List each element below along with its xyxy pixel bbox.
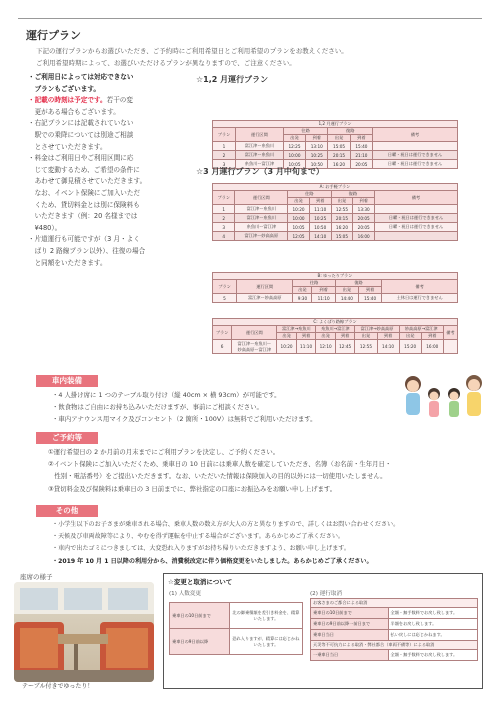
table-cell: 12:10 xyxy=(316,340,336,354)
table-cell: 15:40 xyxy=(358,294,381,303)
col-header: 糸魚川→富江津 xyxy=(316,326,355,333)
col-header: 復路 xyxy=(328,128,373,135)
table-row xyxy=(213,294,458,303)
section-reserve-text xyxy=(48,446,488,495)
reserve-line-2: ②イベント保険にご加入いただくため、乗車日の 10 日前には乗車人数を確定していただき、名簿（お名前・生年月日・ xyxy=(48,460,392,469)
note-line: ばり 2 路線プラン以外）、往復の場合 xyxy=(28,246,146,255)
plan-12-heading: ☆1,2 月運行プラン xyxy=(196,75,269,84)
table-cell: 乗車日の10日前まで xyxy=(311,608,389,619)
col-header: 妙高高原→富江津 xyxy=(399,326,443,333)
reserve-line-1: ①運行希望日の 2 か月前の月末までにご利用プランを決定し、ご予約ください。 xyxy=(48,448,280,456)
col-subheader: 出発 xyxy=(335,287,358,294)
table-header-row xyxy=(213,128,458,135)
car-line-1: ・4 人掛け席に 1 つのテーブル取り付け（縦 40cm × 横 93cm）が可能です。 xyxy=(52,391,281,399)
table-cell xyxy=(373,142,458,151)
col-header: 復路 xyxy=(335,280,382,287)
plan-3c-table xyxy=(212,318,458,354)
note-line: ・料金はご利用日やご利用区間に応 xyxy=(28,154,134,163)
col-subheader: 出発 xyxy=(288,198,310,205)
table-cell: 一乗車日当日 xyxy=(311,650,389,661)
table-cell: 6 xyxy=(213,340,232,354)
note-line: 更がある場合もございます。 xyxy=(28,107,120,116)
table-cell: 10:05 xyxy=(288,223,310,232)
col-header: プラン xyxy=(213,326,232,340)
table-cell: 14:40 xyxy=(335,294,358,303)
change-cancel-title: ☆変更と取消について xyxy=(168,578,233,586)
table-header-row xyxy=(311,641,478,650)
table-cell: 恐れ入りますが、精算には応じかねいたします。 xyxy=(229,629,302,655)
table-caption: A: お手軽プラン xyxy=(213,184,458,191)
col-header: プラン xyxy=(213,191,235,205)
note-line: ¥480）。 xyxy=(28,223,62,232)
table-caption-row xyxy=(213,273,458,280)
table-cell: 富江津ー妙高高原 xyxy=(237,294,293,303)
col-header: 備考 xyxy=(382,280,458,294)
table-cell: 10:20 xyxy=(277,340,297,354)
table-cell: 15:05 xyxy=(331,232,353,241)
table-caption-row xyxy=(213,319,458,326)
col-subheader: 到着 xyxy=(421,333,443,340)
col-subheader: 出発 xyxy=(316,333,336,340)
table-cell: 12:25 xyxy=(283,142,305,151)
table-row xyxy=(311,608,478,619)
note-line: なお、イベント保険にご加入いただ xyxy=(28,188,141,197)
table-row xyxy=(213,223,458,232)
table-cell: 乗車日の9日前以降一前日まで xyxy=(311,619,389,630)
table-row xyxy=(170,603,303,629)
table-caption: B: ゆったりプラン xyxy=(213,273,458,280)
note-line: ・ご利用日によっては対応できない xyxy=(28,73,134,81)
table-cell: 10:25 xyxy=(309,214,331,223)
col-subheader: 到着 xyxy=(350,135,372,142)
table-row xyxy=(213,214,458,223)
table-cell: 1 xyxy=(213,142,236,151)
note-line: じて変動するため、ご希望の条件に xyxy=(28,165,140,174)
table-cell: 12:05 xyxy=(288,232,310,241)
col-header: 運行区間 xyxy=(236,128,284,142)
header xyxy=(18,18,482,70)
header-description xyxy=(36,45,476,69)
col-subheader: 出発 xyxy=(328,135,350,142)
note-line: プランもございます。 xyxy=(28,84,101,93)
table-cell: 20:15 xyxy=(331,214,353,223)
change-sub-1: (1) 人数変更 xyxy=(169,591,202,597)
table-cell: 全額・無手数料でお戻し致します。 xyxy=(388,608,477,619)
table-cell: 11:10 xyxy=(312,294,335,303)
table-row xyxy=(213,205,458,214)
note-line: と同額をいただきます。 xyxy=(28,258,107,267)
col-header: 復路 xyxy=(331,191,374,198)
col-subheader: 出発 xyxy=(283,135,305,142)
table-cell: 払い戻しには応じかねます。 xyxy=(388,630,477,641)
table-row xyxy=(213,151,458,160)
table-cell: 富江津ー糸魚川ー 妙高高原ー富江津 xyxy=(232,340,277,354)
other-line-4: ・2019 年 10 月 1 日以降の利用分から、消費税改定に伴う価格変更をいたしました。あらかじめご了承ください。 xyxy=(52,557,373,565)
note-line: いただきます（例：20 名様までは xyxy=(28,212,138,221)
table-cell: 日曜・祝日は運行できません xyxy=(375,223,458,232)
note-line: 駅での乗降については別途ご相談 xyxy=(28,130,134,139)
table-cell: 日曜・祝日は運行できません xyxy=(373,160,458,169)
table-cell: 1 xyxy=(213,205,235,214)
table-row xyxy=(311,650,478,661)
table-cell: 富江津ー糸魚川 xyxy=(236,142,284,151)
note-line xyxy=(28,95,188,107)
table-cell: 富江津ー糸魚川 xyxy=(235,205,288,214)
table-cell: 全額・無手数料でお戻し致します。 xyxy=(388,650,477,661)
table-cell: 富江津ー糸魚川 xyxy=(236,151,284,160)
col-header: プラン xyxy=(213,128,236,142)
table-cell: 16:20 xyxy=(331,223,353,232)
col-header: 運行区間 xyxy=(235,191,288,205)
table-cell: 日曜・祝日は運行できません xyxy=(375,214,458,223)
other-line-3: ・車内で出たゴミにつきましては、大変恐れ入りますがお持ち帰りいただきますよう、お願い申し上げます。 xyxy=(52,545,350,553)
note-text: 若干の変 xyxy=(106,96,133,105)
table-cell: 9:30 xyxy=(293,294,312,303)
col-subheader: 到着 xyxy=(377,333,399,340)
table-cell: 富江津ー糸魚川 xyxy=(235,214,288,223)
col-subheader: 到着 xyxy=(353,198,375,205)
table-cell: 4 xyxy=(213,232,235,241)
table-cell: 20:05 xyxy=(353,214,375,223)
seat-photo-image xyxy=(14,582,154,682)
table-cell: 15:40 xyxy=(350,142,372,151)
table-cell: 20:15 xyxy=(328,151,350,160)
col-subheader: 到着 xyxy=(312,287,335,294)
header-desc-line-2: ご利用希望時期によって、お選びいただけるプランが異なりますので、ご注意ください。 xyxy=(36,59,296,67)
table-cell: 15:20 xyxy=(399,340,421,354)
table-cell: 2 xyxy=(213,214,235,223)
table-caption: 1,2 月運行プラン xyxy=(213,121,458,128)
table-cell: 10:00 xyxy=(283,151,305,160)
table-cell: 10:50 xyxy=(309,223,331,232)
section-other-label: その他 xyxy=(36,505,98,517)
table-cell: 3 xyxy=(213,160,236,169)
table-cell: 糸魚川ー富江津 xyxy=(235,223,288,232)
col-subheader: 到着 xyxy=(306,135,328,142)
table-cell: 11:10 xyxy=(296,340,316,354)
table-row xyxy=(170,629,303,655)
table-cell: 10:20 xyxy=(288,205,310,214)
section-reserve-label: ご予約等 xyxy=(36,432,98,444)
table-header-row xyxy=(213,326,458,333)
table-row xyxy=(213,142,458,151)
col-header: 往路 xyxy=(283,128,328,135)
col-subheader: 出発 xyxy=(355,333,377,340)
photo-title: 座席の様子 xyxy=(20,573,53,581)
car-line-3: ・車内アナウンス用マイク及びコンセント（2 箇所・100V）は無料でご利用いただけます。 xyxy=(52,415,317,424)
table-cell: 土休日は運行できません xyxy=(382,294,458,303)
table-cell: 10:00 xyxy=(288,214,310,223)
plan-3-heading: ☆3 月運行プラン（3 月中旬まで） xyxy=(196,167,324,176)
change-cancel-box xyxy=(163,573,483,689)
col-header: 運行区間 xyxy=(232,326,277,340)
plan-12-table xyxy=(212,120,458,169)
table-cell: 13:30 xyxy=(353,205,375,214)
plan-3b-table xyxy=(212,272,458,303)
table-cell: 半額をお戻し致します。 xyxy=(388,619,477,630)
reserve-line-4: ③貸切料金及び保険料は乗車日の 3 日前までに、弊社指定の口座にお振込みをお願い申し上げます。 xyxy=(48,484,337,493)
col-header: 備考 xyxy=(375,191,458,205)
col-subheader: 到着 xyxy=(309,198,331,205)
table-cell: 12:55 xyxy=(355,340,377,354)
table-cell: 14:10 xyxy=(377,340,399,354)
family-illustration xyxy=(398,370,488,430)
table-cell: 20:05 xyxy=(353,223,375,232)
table-header-row xyxy=(311,599,478,608)
col-subheader: 到着 xyxy=(358,287,381,294)
car-line-2: ・飲食物はご自由にお持ち込みいただけますが、事前にご相談ください。 xyxy=(52,403,263,412)
table-cell: 5 xyxy=(213,294,237,303)
photo-caption: テーブル付きでゆったり！ xyxy=(22,683,94,690)
col-header: 富江津→妙高高原 xyxy=(355,326,399,333)
reserve-line-3: 性別・電話番号）をご提出いただきます。なお、いただいた情報は保険加入の目的以外には一切使用いたしません。 xyxy=(48,472,387,481)
table-cell: 10:25 xyxy=(306,151,328,160)
other-line-2: ・天候及び車両故障等により、やむを得ず運転を中止する場合がございます。あらかじめご了承ください。 xyxy=(52,533,345,541)
note-line: ・右記プランには記載されていない xyxy=(28,119,134,128)
col-header: 運行区間 xyxy=(237,280,293,294)
col-subheader: 出発 xyxy=(293,287,312,294)
note-line: ・片道運行も可能ですが（3 月・よく xyxy=(28,235,140,244)
col-header: 往路 xyxy=(288,191,331,198)
table-row xyxy=(213,232,458,241)
table-cell: 12:55 xyxy=(331,205,353,214)
table-caption-row xyxy=(213,121,458,128)
col-header: 富江津→糸魚川 xyxy=(277,326,316,333)
col-header: 備考 xyxy=(373,128,458,142)
table-cell: 11:10 xyxy=(309,205,331,214)
table-header-row xyxy=(213,280,458,287)
table-cell: 糸魚川ー富江津 xyxy=(236,160,284,169)
change-sub-2: (2) 運行取消 xyxy=(310,591,343,597)
note-emphasis: ・記載の時刻は予定です。 xyxy=(28,96,107,105)
col-subheader: 出発 xyxy=(277,333,297,340)
page-title: 運行プラン xyxy=(26,29,81,42)
col-header: 往路 xyxy=(293,280,335,287)
table-caption-row xyxy=(213,184,458,191)
table-cell: 20:05 xyxy=(350,160,372,169)
table-cell: 北の御乗積額を差引き料金を、精算いたします。 xyxy=(229,603,302,629)
section-other-text xyxy=(52,519,492,568)
note-line: とさせていただきます。 xyxy=(28,142,107,151)
table-cell: 乗車日当日 xyxy=(311,630,389,641)
col-header: プラン xyxy=(213,280,237,294)
table-cell: 10:50 xyxy=(306,160,328,169)
notes-list xyxy=(28,72,188,269)
table-cell: 10:05 xyxy=(283,160,305,169)
table-cell: 13:10 xyxy=(306,142,328,151)
table-row xyxy=(311,619,478,630)
table-cell xyxy=(443,340,457,354)
table-row xyxy=(311,630,478,641)
table-cell: 15:05 xyxy=(328,142,350,151)
other-line-1: ・小学生以下のお子さまが乗車される場合、乗車人数の数え方が大人の方と異なりますので、詳しくはお問い合わせください。 xyxy=(52,521,400,528)
table-header-row xyxy=(213,191,458,198)
note-line: あわせて御見積させていただきます。 xyxy=(28,177,147,186)
col-subheader: 出発 xyxy=(331,198,353,205)
table-cell xyxy=(375,232,458,241)
note-line: くため、貸切料金とは別に保険料も xyxy=(28,200,140,209)
table-cell: 16:00 xyxy=(421,340,443,354)
plan-3a-table xyxy=(212,183,458,241)
table-cell: 21:10 xyxy=(350,151,372,160)
table-cell xyxy=(375,205,458,214)
table-cell: 天災等不可抗力による取消・弊社都合（車両不備等）による取消 xyxy=(311,641,478,650)
header-desc-line-1: 下記の運行プランからお選びいただき、ご予約時にご利用希望日とご利用希望のプランをお教えください。 xyxy=(36,47,348,55)
table-cell: 日曜・祝日は運行できません xyxy=(373,151,458,160)
section-car-label: 車内装備 xyxy=(36,375,98,387)
cancel-table xyxy=(310,598,478,661)
seat-photo xyxy=(14,582,154,682)
table-cell: 12:45 xyxy=(335,340,355,354)
table-cell: お客さまのご都合による取消 xyxy=(311,599,478,608)
col-subheader: 到着 xyxy=(335,333,355,340)
col-subheader: 出発 xyxy=(399,333,421,340)
headcount-change-table xyxy=(169,602,303,655)
col-subheader: 到着 xyxy=(296,333,316,340)
table-cell: 乗車日の9日前以降 xyxy=(170,629,230,655)
col-header: 備考 xyxy=(443,326,457,340)
table-cell: 16:20 xyxy=(328,160,350,169)
table-cell: 16:00 xyxy=(353,232,375,241)
table-cell: 14:10 xyxy=(309,232,331,241)
table-cell: 3 xyxy=(213,223,235,232)
table-caption: C: よくばり路線プラン xyxy=(213,319,458,326)
table-cell: 乗車日の10日前まで xyxy=(170,603,230,629)
table-row xyxy=(213,340,458,354)
table-cell: 2 xyxy=(213,151,236,160)
table-cell: 富江津ー妙高高原 xyxy=(235,232,288,241)
